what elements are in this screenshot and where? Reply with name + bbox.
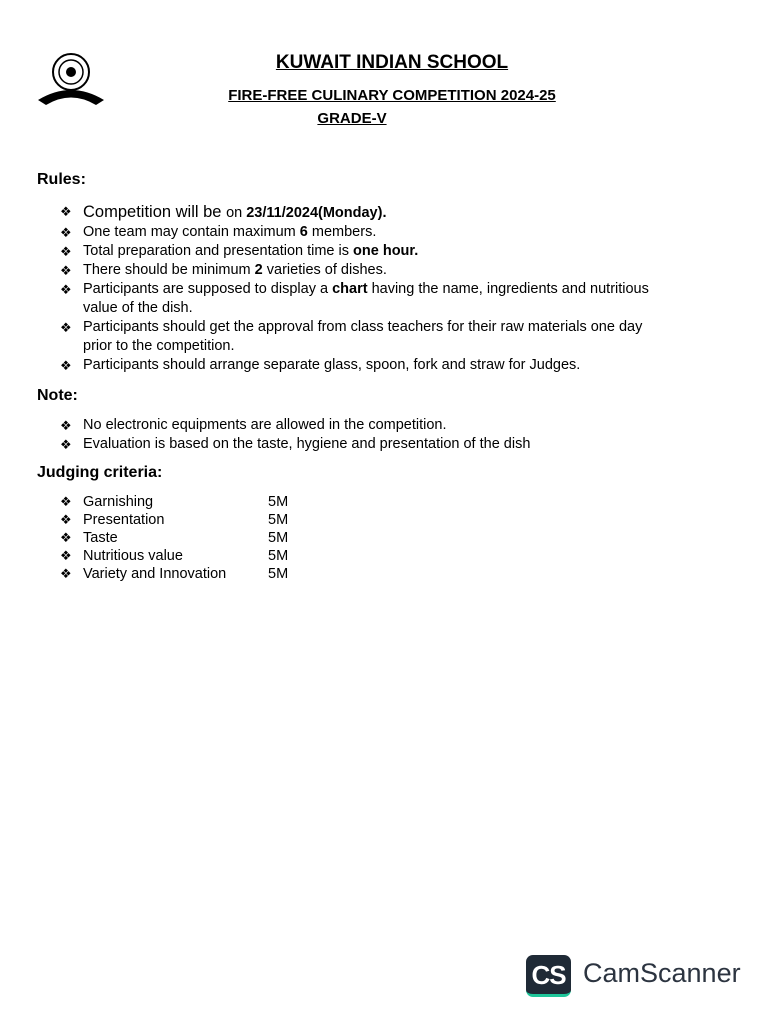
criterion-name: Garnishing [83,494,154,510]
rules-heading: Rules: [37,171,86,188]
diamond-bullet-icon: ❖ [60,437,72,452]
judging-list [60,493,360,583]
competition-title: FIRE-FREE CULINARY COMPETITION 2024-25 [228,87,556,104]
diamond-bullet-icon: ❖ [60,282,72,297]
rules-list [60,202,660,375]
note-list [60,416,680,454]
diamond-bullet-icon: ❖ [60,263,72,278]
criterion-name: Nutritious value [83,548,183,564]
grade-label: GRADE-V [317,110,387,127]
diamond-bullet-icon: ❖ [60,512,72,527]
diamond-bullet-icon: ❖ [60,244,72,259]
criterion-name: Taste [83,530,118,546]
list-item: ❖ There should be minimum 2 varieties of dishes. [60,262,387,278]
list-item [60,565,360,583]
criterion-score: 5M [268,512,289,528]
list-item: ❖ One team may contain maximum 6 members. [60,224,377,240]
diamond-bullet-icon: ❖ [60,225,72,240]
list-item: ❖ No electronic equipments are allowed in the competition. [60,417,447,433]
diamond-bullet-icon: ❖ [60,494,72,509]
camscanner-label: CamScanner [583,958,741,988]
list-item [60,547,360,565]
list-item: ❖ Total preparation and presentation time is one hour. [60,243,419,259]
list-item: ❖ Participants should arrange separate glass, spoon, fork and straw for Judges. [60,357,581,373]
judging-heading: Judging criteria: [37,464,163,481]
list-item: ❖ Evaluation is based on the taste, hygiene and presentation of the dish [60,436,531,452]
diamond-bullet-icon: ❖ [60,566,72,581]
criterion-name: Presentation [83,512,165,528]
criterion-score: 5M [268,548,289,564]
diamond-bullet-icon: ❖ [60,548,72,563]
camscanner-logo-icon: CS [526,955,571,997]
diamond-bullet-icon: ❖ [60,530,72,545]
note-heading: Note: [37,387,78,404]
criterion-name: Variety and Innovation [83,566,227,582]
list-item [60,511,360,529]
list-item: ❖ Participants should get the approval from class teachers for their raw materials one day prior to the competition. [60,319,643,354]
diamond-bullet-icon: ❖ [60,204,72,219]
diamond-bullet-icon: ❖ [60,358,72,373]
list-item: ❖ Competition will be on 23/11/2024(Monday). [60,203,387,221]
list-item: ❖ Participants are supposed to display a chart having the name, ingredients and nutritious value of the dish. [60,281,649,316]
criterion-score: 5M [268,530,289,546]
list-item [60,529,360,547]
criterion-score: 5M [268,494,289,510]
school-name: KUWAIT INDIAN SCHOOL [275,52,509,73]
diamond-bullet-icon: ❖ [60,418,72,433]
list-item [60,493,360,511]
criterion-score: 5M [268,566,289,582]
diamond-bullet-icon: ❖ [60,320,72,335]
